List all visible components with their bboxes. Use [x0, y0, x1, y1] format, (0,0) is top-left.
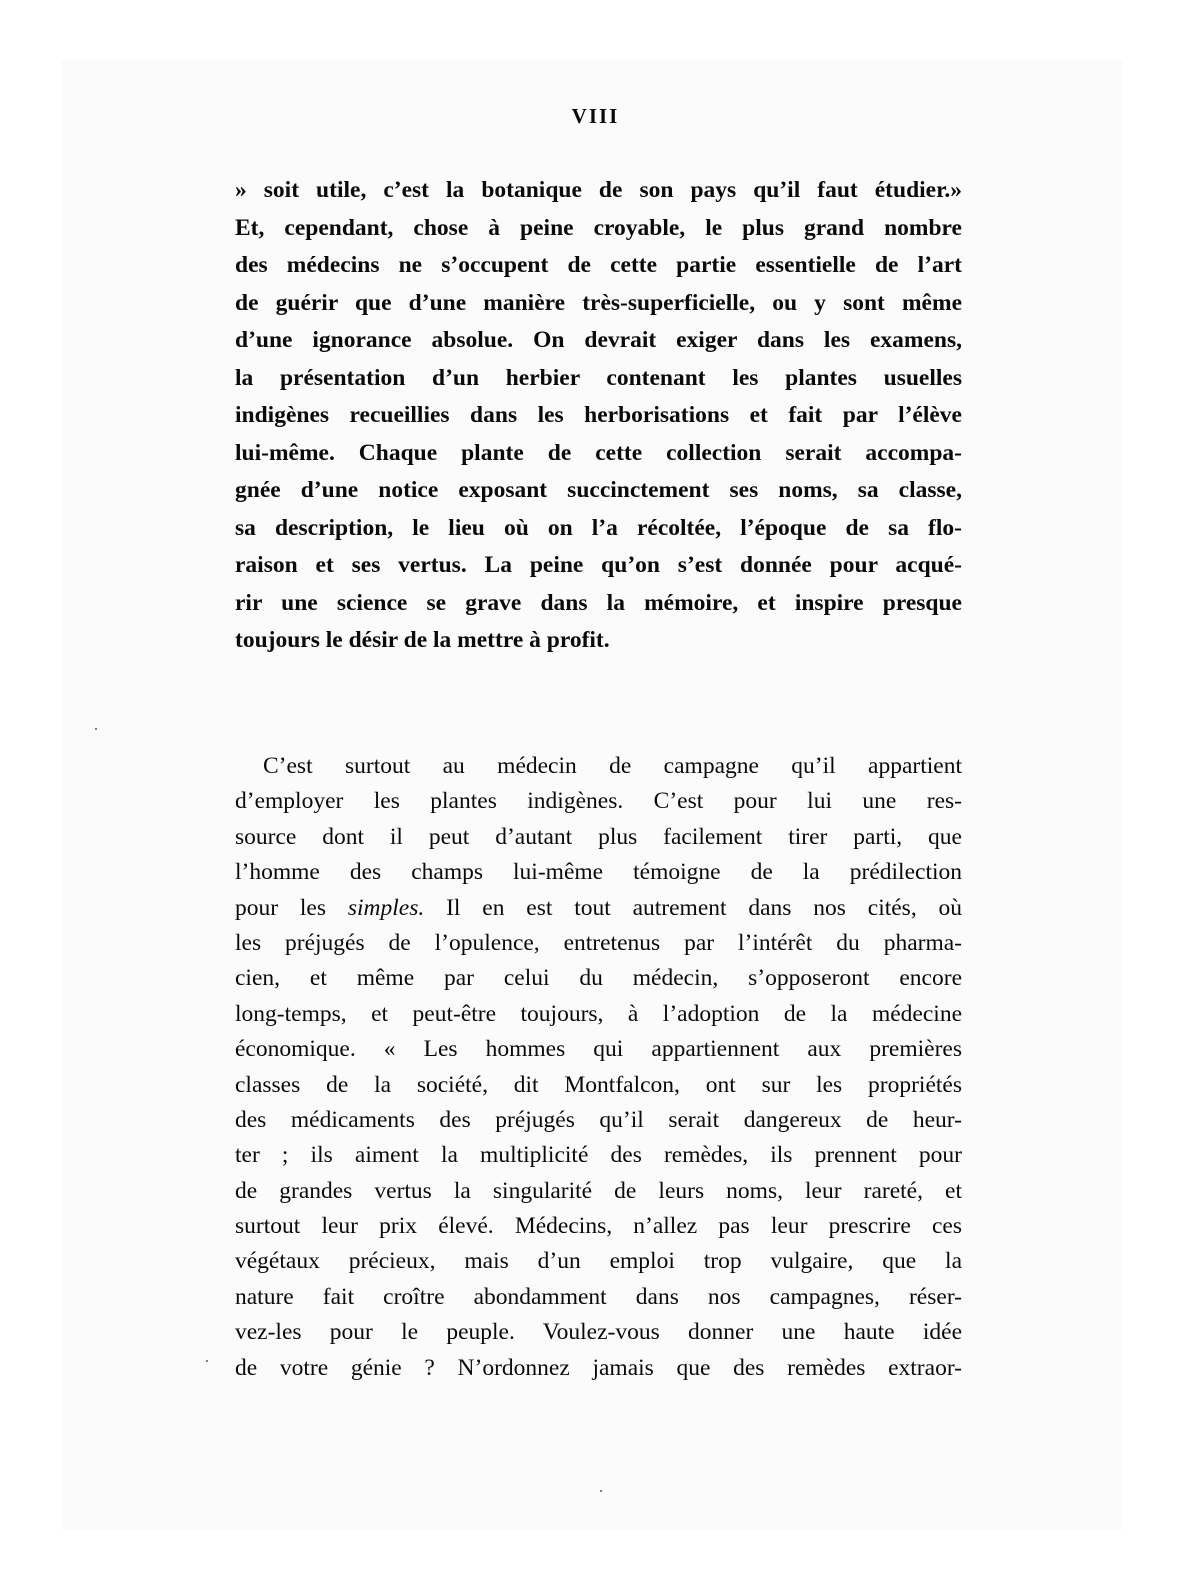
text-line: toujours le désir de la mettre à profit. — [235, 627, 610, 653]
text-line: des médicaments des préjugés qu’il serait dangereux de heur- — [235, 1106, 962, 1133]
text-fragment: pour les — [235, 894, 327, 921]
text-line: de votre génie ? N’ordonnez jamais que des remèdes extraor- — [235, 1354, 962, 1381]
text-line: économique. « Les hommes qui appartiennent aux premières — [235, 1036, 962, 1063]
text-line: végétaux précieux, mais d’un emploi trop vulgaire, que la — [235, 1248, 962, 1275]
text-line: rir une science se grave dans la mémoire, et inspire presque — [235, 589, 962, 616]
text-line: source dont il peut d’autant plus facilement tirer parti, que — [235, 823, 962, 850]
text-line: indigènes recueillies dans les herborisations et fait par l’élève — [235, 402, 962, 428]
text-line: » soit utile, c’est la botanique de son pays qu’il faut étudier.» — [235, 177, 962, 203]
text-line — [235, 891, 962, 926]
text-line: surtout leur prix élevé. Médecins, n’allez pas leur prescrire ces — [235, 1213, 962, 1240]
text-line: vez-les pour le peuple. Voulez-vous donner une haute idée — [235, 1319, 962, 1346]
text-line: C’est surtout au médecin de campagne qu’il appartient — [263, 753, 962, 779]
text-line: d’une ignorance absolue. On devrait exiger dans les examens, — [235, 327, 962, 353]
print-speck — [206, 1360, 208, 1362]
text-line: ter ; ils aiment la multiplicité des remèdes, ils prennent pour — [235, 1142, 962, 1169]
text-line: de grandes vertus la singularité de leurs noms, leur rareté, et — [235, 1177, 962, 1204]
text-line: d’employer les plantes indigènes. C’est pour lui une res- — [235, 788, 962, 815]
text-line: classes de la société, dit Montfalcon, ont sur les propriétés — [235, 1071, 962, 1098]
italic-term: simples. — [347, 894, 425, 921]
text-line: sa description, le lieu où on l’a récoltée, l’époque de sa flo- — [235, 514, 962, 541]
print-speck — [600, 1490, 602, 1492]
paragraph-2 — [235, 749, 962, 1386]
text-line: nature fait croître abondamment dans nos campagnes, réser- — [235, 1283, 962, 1310]
text-line: lui-même. Chaque plante de cette collection serait accompa- — [235, 439, 962, 466]
text-line: gnée d’une notice exposant succinctement ses noms, sa classe, — [235, 477, 962, 503]
text-line: cien, et même par celui du médecin, s’opposeront encore — [235, 965, 962, 992]
text-line: les préjugés de l’opulence, entretenus par l’intérêt du pharma- — [235, 929, 962, 956]
text-line: de guérir que d’une manière très-superficielle, ou y sont même — [235, 289, 962, 316]
paragraph-1 — [235, 172, 962, 660]
text-line: long-temps, et peut-être toujours, à l’adoption de la médecine — [235, 1000, 962, 1027]
print-speck — [95, 728, 97, 730]
text-fragment: Il en est tout autrement dans nos cités, où — [446, 894, 963, 921]
text-line: Et, cependant, chose à peine croyable, le plus grand nombre — [235, 214, 962, 241]
text-line: des médecins ne s’occupent de cette partie essentielle de l’art — [235, 252, 962, 278]
page-number: VIII — [571, 104, 620, 128]
text-line: l’homme des champs lui-même témoigne de la prédilection — [235, 859, 962, 886]
text-line: raison et ses vertus. La peine qu’on s’est donnée pour acqué- — [235, 552, 962, 578]
text-line: la présentation d’un herbier contenant les plantes usuelles — [235, 364, 962, 391]
